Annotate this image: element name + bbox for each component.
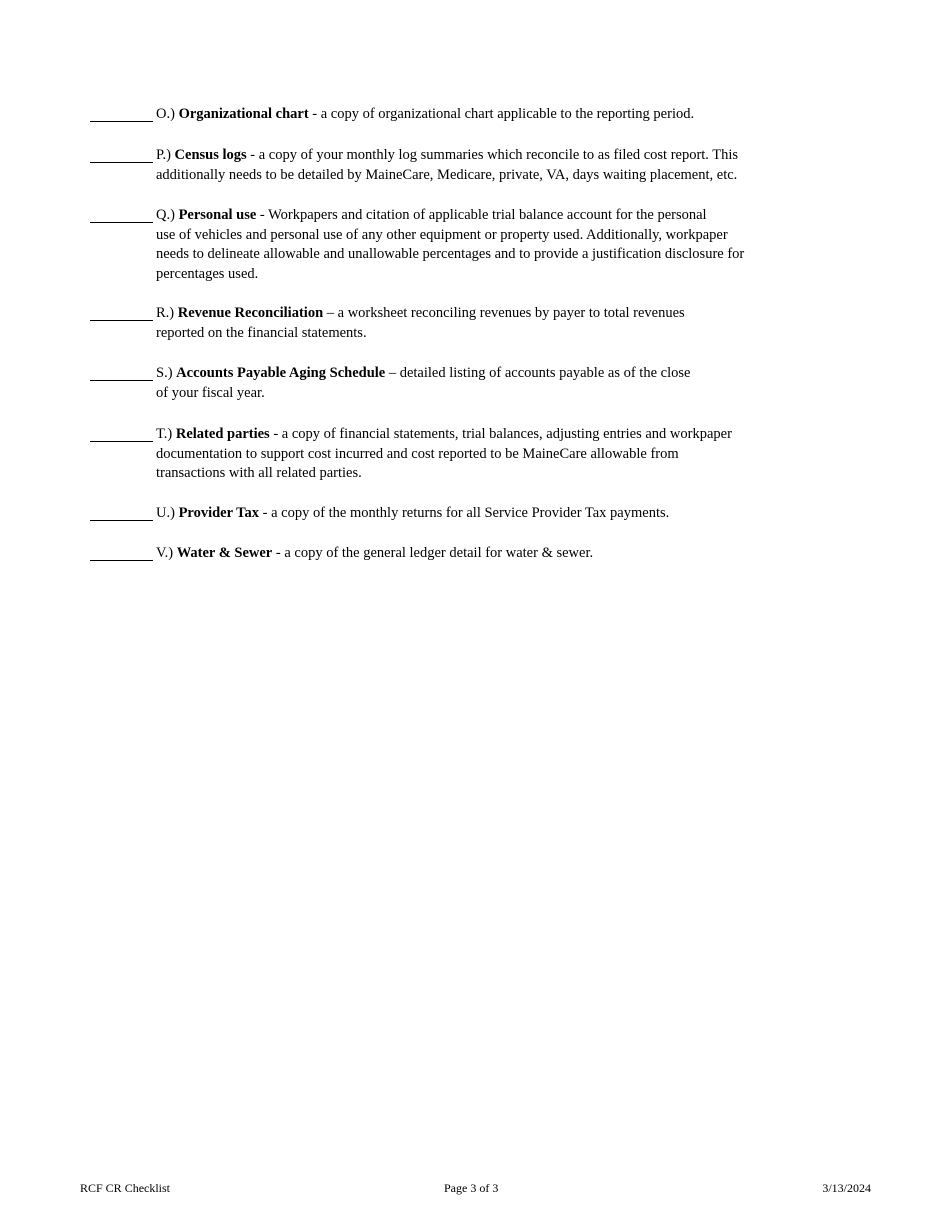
item-text — [156, 544, 830, 564]
item-line: - a copy of your monthly log summaries which reconcile to as filed cost report. This — [246, 147, 739, 163]
item-line: - Workpapers and citation of applicable trial balance account for the personal — [256, 207, 707, 223]
item-line: use of vehicles and personal use of any other equipment or property used. Additionally, workpaper — [156, 226, 728, 243]
item-line: needs to delineate allowable and unallowable percentages and to provide a justification disclosure for — [156, 246, 745, 262]
item-text — [156, 105, 830, 125]
footer-date: 3/13/2024 — [822, 1181, 871, 1195]
checklist-item-t — [90, 425, 830, 484]
item-title: Provider Tax — [178, 505, 259, 521]
item-title: Organizational chart — [178, 106, 309, 122]
item-text — [156, 364, 830, 403]
item-text — [156, 206, 830, 284]
item-text — [156, 146, 830, 185]
item-prefix: R.) — [156, 305, 175, 321]
checkbox-blank-line[interactable] — [90, 504, 153, 521]
item-line: – detailed listing of accounts payable as of the close — [385, 365, 691, 381]
checklist-item-u — [90, 504, 830, 524]
item-line: percentages used. — [156, 265, 259, 282]
item-title: Personal use — [178, 207, 257, 223]
checkbox-blank-line[interactable] — [90, 105, 153, 122]
item-prefix: T.) — [156, 426, 173, 442]
item-title: Accounts Payable Aging Schedule — [176, 365, 386, 381]
item-text — [156, 304, 830, 343]
checkbox-blank-line[interactable] — [90, 146, 153, 163]
checkbox-blank-line[interactable] — [90, 364, 153, 381]
checklist-item-q — [90, 206, 830, 284]
item-text — [156, 425, 830, 484]
item-line: additionally needs to be detailed by MaineCare, Medicare, private, VA, days waiting placement, etc. — [156, 166, 738, 183]
item-line: – a worksheet reconciling revenues by payer to total revenues — [323, 305, 685, 321]
checklist-item-v — [90, 544, 830, 564]
footer-document-name: RCF CR Checklist — [80, 1181, 171, 1195]
item-line: of your fiscal year. — [156, 384, 265, 401]
item-prefix: P.) — [156, 147, 171, 163]
item-title: Related parties — [175, 426, 270, 442]
item-prefix: S.) — [156, 365, 173, 381]
checklist-item-s — [90, 364, 830, 403]
item-line: reported on the financial statements. — [156, 324, 367, 341]
item-line: documentation to support cost incurred and cost reported to be MaineCare allowable from — [156, 445, 679, 462]
checklist-item-p — [90, 146, 830, 185]
item-text — [156, 504, 830, 524]
footer-page-number: Page 3 of 3 — [444, 1181, 499, 1195]
item-prefix: Q.) — [156, 207, 175, 223]
item-title: Census logs — [174, 147, 247, 163]
checkbox-blank-line[interactable] — [90, 425, 153, 442]
item-prefix: U.) — [156, 505, 175, 521]
item-line: transactions with all related parties. — [156, 465, 362, 481]
item-line: - a copy of organizational chart applicable to the reporting period. — [308, 106, 695, 122]
checklist-item-r — [90, 304, 830, 343]
checkbox-blank-line[interactable] — [90, 304, 153, 321]
item-line: - a copy of financial statements, trial balances, adjusting entries and workpaper — [269, 426, 732, 442]
item-line: - a copy of the monthly returns for all Service Provider Tax payments. — [259, 505, 670, 521]
item-prefix: O.) — [156, 106, 175, 122]
item-title: Revenue Reconciliation — [177, 305, 324, 321]
checkbox-blank-line[interactable] — [90, 206, 153, 223]
checklist-item-o — [90, 105, 830, 125]
item-title: Water & Sewer — [176, 545, 273, 561]
item-line: - a copy of the general ledger detail for water & sewer. — [272, 545, 594, 561]
item-prefix: V.) — [156, 545, 174, 561]
checkbox-blank-line[interactable] — [90, 544, 153, 561]
